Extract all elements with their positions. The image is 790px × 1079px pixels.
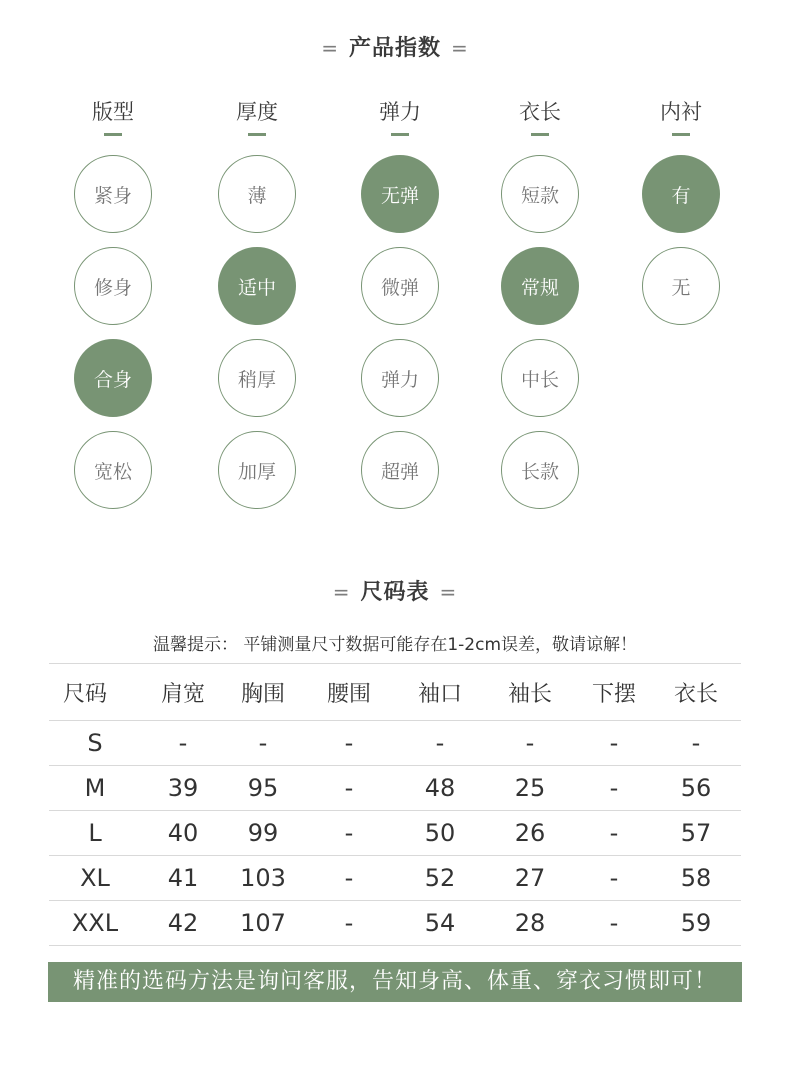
option-circle-selected: 常规 bbox=[501, 247, 579, 325]
option-circle: 超弹 bbox=[361, 431, 439, 509]
table-cell: 103 bbox=[225, 856, 301, 901]
option-circle: 宽松 bbox=[74, 431, 152, 509]
table-cell: 57 bbox=[651, 811, 741, 856]
table-cell: - bbox=[577, 766, 651, 811]
option-circle: 稍厚 bbox=[218, 339, 296, 417]
table-row bbox=[49, 856, 741, 901]
table-row bbox=[49, 721, 741, 766]
table-cell: 50 bbox=[397, 811, 483, 856]
table-cell: 39 bbox=[141, 766, 225, 811]
index-column-lining bbox=[621, 97, 741, 299]
size-chart-title-text: 尺码表 bbox=[360, 580, 430, 605]
title-left-decoration: = bbox=[332, 580, 351, 604]
heading-underline bbox=[672, 133, 690, 136]
table-cell: - bbox=[651, 721, 741, 766]
table-cell: XXL bbox=[49, 901, 141, 946]
option-circle: 弹力 bbox=[361, 339, 439, 417]
index-column-length bbox=[480, 97, 600, 483]
column-heading: 弹力 bbox=[379, 100, 421, 124]
table-cell: 28 bbox=[483, 901, 577, 946]
table-row bbox=[49, 811, 741, 856]
table-cell: XL bbox=[49, 856, 141, 901]
table-cell: - bbox=[301, 811, 397, 856]
table-row bbox=[49, 901, 741, 946]
option-circle: 长款 bbox=[501, 431, 579, 509]
column-heading: 厚度 bbox=[236, 100, 278, 124]
index-column-thickness bbox=[197, 97, 317, 483]
table-cell: - bbox=[301, 856, 397, 901]
table-cell: - bbox=[397, 721, 483, 766]
option-circle-selected: 有 bbox=[642, 155, 720, 233]
heading-underline bbox=[104, 133, 122, 136]
table-cell: 95 bbox=[225, 766, 301, 811]
table-cell: 40 bbox=[141, 811, 225, 856]
table-cell: 25 bbox=[483, 766, 577, 811]
size-chart-title bbox=[0, 575, 790, 606]
table-cell: 58 bbox=[651, 856, 741, 901]
index-column-elasticity bbox=[340, 97, 460, 483]
title-left-decoration: = bbox=[321, 36, 339, 60]
table-cell: 26 bbox=[483, 811, 577, 856]
product-index-title-text: 产品指数 bbox=[348, 36, 441, 61]
table-cell: - bbox=[225, 721, 301, 766]
option-circle: 薄 bbox=[218, 155, 296, 233]
table-cell: 107 bbox=[225, 901, 301, 946]
column-heading: 版型 bbox=[92, 100, 134, 124]
table-cell: - bbox=[577, 811, 651, 856]
header-cell: 肩宽 bbox=[141, 664, 225, 721]
size-table bbox=[49, 663, 741, 946]
table-cell: - bbox=[483, 721, 577, 766]
table-header-row bbox=[49, 664, 741, 721]
option-circle-selected: 无弹 bbox=[361, 155, 439, 233]
option-circle: 无 bbox=[642, 247, 720, 325]
header-cell: 袖长 bbox=[483, 664, 577, 721]
table-cell: - bbox=[301, 766, 397, 811]
column-heading: 内衬 bbox=[660, 100, 702, 124]
header-cell: 袖口 bbox=[397, 664, 483, 721]
option-circle-selected: 适中 bbox=[218, 247, 296, 325]
header-cell: 尺码 bbox=[49, 664, 141, 721]
heading-underline bbox=[391, 133, 409, 136]
table-cell: - bbox=[141, 721, 225, 766]
table-cell: - bbox=[301, 901, 397, 946]
product-index-title bbox=[0, 31, 790, 62]
option-circle: 加厚 bbox=[218, 431, 296, 509]
option-circle-selected: 合身 bbox=[74, 339, 152, 417]
measurement-notice: 温馨提示： 平铺测量尺寸数据可能存在1-2cm误差，敬请谅解！ bbox=[152, 635, 638, 655]
heading-underline bbox=[531, 133, 549, 136]
table-cell: 27 bbox=[483, 856, 577, 901]
table-cell: 41 bbox=[141, 856, 225, 901]
table-cell: S bbox=[49, 721, 141, 766]
header-cell: 腰围 bbox=[301, 664, 397, 721]
option-circle: 修身 bbox=[74, 247, 152, 325]
table-cell: - bbox=[577, 901, 651, 946]
table-cell: L bbox=[49, 811, 141, 856]
table-row bbox=[49, 766, 741, 811]
option-circle: 中长 bbox=[501, 339, 579, 417]
table-cell: 54 bbox=[397, 901, 483, 946]
heading-underline bbox=[248, 133, 266, 136]
table-cell: - bbox=[577, 721, 651, 766]
table-cell: - bbox=[577, 856, 651, 901]
table-cell: 59 bbox=[651, 901, 741, 946]
title-right-decoration: = bbox=[439, 580, 458, 604]
index-column-fit bbox=[53, 97, 173, 483]
option-circle: 微弹 bbox=[361, 247, 439, 325]
table-cell: 56 bbox=[651, 766, 741, 811]
header-cell: 衣长 bbox=[651, 664, 741, 721]
table-cell: 99 bbox=[225, 811, 301, 856]
sizing-advice-banner: 精准的选码方法是询问客服，告知身高、体重、穿衣习惯即可！ bbox=[48, 962, 742, 1002]
header-cell: 胸围 bbox=[225, 664, 301, 721]
option-circle: 紧身 bbox=[74, 155, 152, 233]
table-cell: M bbox=[49, 766, 141, 811]
header-cell: 下摆 bbox=[577, 664, 651, 721]
table-cell: - bbox=[301, 721, 397, 766]
column-heading: 衣长 bbox=[519, 100, 561, 124]
title-right-decoration: = bbox=[451, 36, 469, 60]
table-cell: 42 bbox=[141, 901, 225, 946]
table-cell: 52 bbox=[397, 856, 483, 901]
option-circle: 短款 bbox=[501, 155, 579, 233]
table-cell: 48 bbox=[397, 766, 483, 811]
